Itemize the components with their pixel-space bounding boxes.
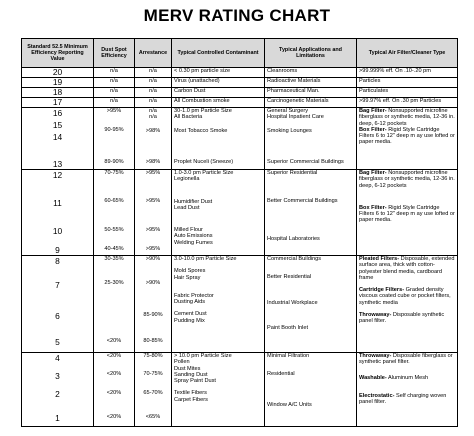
arrestance (135, 353, 172, 427)
dust-spot-value: 40-45% (104, 245, 124, 252)
filter-name: Throwaway- (359, 353, 392, 359)
dust-spot-value: >95% (106, 108, 122, 114)
merv-value-15: 15 (52, 120, 63, 130)
filter-box (359, 127, 455, 146)
merv-value-16: 16 (52, 108, 63, 118)
arrestance-value: n/a (149, 108, 157, 114)
merv-value: 17 (22, 98, 94, 108)
contaminant-item: 30-1.0 pm Particle Size (174, 108, 232, 114)
arrestance (135, 256, 172, 353)
dust-spot: n/a (94, 98, 135, 108)
contaminant (172, 256, 265, 353)
filter-cartridge (359, 287, 455, 306)
filter-type: Particles (357, 78, 458, 88)
filter-bag (359, 170, 455, 189)
merv-value-5: 5 (55, 337, 60, 347)
header-arrestance: Arrestance (135, 39, 172, 68)
table-row (22, 78, 458, 88)
application-item: Smoking Lounges (267, 127, 312, 134)
contaminant (172, 353, 265, 427)
table-row (22, 88, 458, 98)
contaminant-item: Pudding Mix (174, 317, 205, 324)
contaminant-item: > 10.0 pm Particle Size (174, 353, 232, 359)
header-row (22, 39, 458, 68)
contaminant-item: 1.0-3.0 pm Particle Size (174, 170, 234, 176)
contaminant-item: Proplet Nuceli (Sneeze) (174, 158, 234, 165)
filter-name: Pleated Filters- (359, 256, 400, 262)
application-item: Hospital Laboratories (267, 235, 320, 242)
filter-name: Box Filter- (359, 204, 387, 211)
dust-spot-value: 89-90% (104, 158, 124, 165)
arrestance-value: >95% (145, 226, 161, 233)
filter-desc: Disposable fiberglass or synthetic panel filter. (359, 353, 453, 366)
contaminant-item: Fabric Protector (174, 292, 214, 299)
merv-value-1: 1 (55, 413, 60, 423)
arrestance-value: 65-70% (143, 389, 163, 396)
table-row (22, 68, 458, 78)
dust-spot-value: <20% (106, 337, 122, 344)
header-dust-spot: Dust Spot Efficiency (94, 39, 135, 68)
filter-type: Particulates (357, 88, 458, 98)
header-merv: Standard 52.5 Minimum Efficiency Reporting Value (22, 39, 94, 68)
dust-spot-value: 60-65% (104, 198, 124, 205)
merv-value-13: 13 (52, 159, 63, 169)
contaminant-item: Welding Fumes (174, 239, 213, 246)
arrestance-value: 80-85% (143, 337, 163, 344)
application-item: Commercial Buildings (267, 256, 322, 262)
contaminant-item: Mold Spores (174, 268, 206, 275)
arrestance: n/a (135, 68, 172, 78)
filter-washable (359, 375, 455, 381)
merv-value-12: 12 (52, 170, 63, 180)
arrestance (135, 170, 172, 256)
contaminant: < 0.30 pm particle size (172, 68, 265, 78)
contaminant-item: 3.0-10.0 pm Particle Size (174, 256, 237, 262)
merv-value: 19 (22, 78, 94, 88)
filter-throwaway (359, 353, 455, 366)
arrestance-value: 85-90% (143, 311, 163, 318)
filter-desc: Rigid Style Cartridge Filters 6 to 12" deep m ay use lofted or paper media. (359, 204, 455, 224)
application-item: Superior Commercial Buildings (267, 158, 344, 165)
dust-spot-value: 90-95% (104, 127, 124, 134)
filter-bag (359, 108, 455, 127)
merv-table (21, 38, 458, 427)
merv-value (22, 256, 94, 353)
contaminant: All Combustion smoke (172, 98, 265, 108)
application (265, 108, 357, 170)
contaminant-item: Dust Mites (174, 365, 201, 372)
dust-spot: n/a (94, 68, 135, 78)
filter-name: Bag Filter- (359, 170, 387, 176)
contaminant-item: Milled Flour (174, 227, 203, 234)
application-item: Paint Booth Inlet (267, 324, 309, 331)
dust-spot: n/a (94, 78, 135, 88)
group-merv-1-4 (22, 353, 458, 427)
dust-spot-value: <20% (106, 371, 122, 378)
filter-name: Cartridge Filters- (359, 287, 405, 294)
filter-desc: Graded density viscous coated cube or pocket filters, synthetic media (359, 287, 451, 306)
chart-title: MERV RATING CHART (143, 6, 331, 25)
arrestance-value: >98% (145, 127, 161, 134)
merv-value-8: 8 (55, 256, 60, 266)
application-item: Minimal Filtration (267, 353, 310, 359)
contaminant-item: Cement Dust (174, 311, 207, 318)
group-merv-5-8 (22, 256, 458, 353)
application-item: Better Commercial Buildings (267, 198, 338, 205)
arrestance-value: 75-80% (143, 353, 163, 359)
filter-desc: Nonsupported microfine fiberglass or synthetic media, 12-36 in. deep, 6-12 pockets (359, 170, 455, 189)
contaminant: Virus (unattached) (172, 78, 265, 88)
application (265, 353, 357, 427)
merv-value-2: 2 (55, 389, 60, 399)
contaminant-item: Spray Paint Dust (174, 378, 216, 385)
dust-spot-value: 50-55% (104, 226, 124, 233)
application-item: Industrial Workplace (267, 299, 318, 306)
dust-spot-value: 25-30% (104, 280, 124, 287)
arrestance-value: >95% (145, 198, 161, 205)
merv-value-4: 4 (55, 353, 60, 363)
merv-value: 20 (22, 68, 94, 78)
filter-desc: Self charging woven panel filter. (359, 392, 447, 406)
contaminant-item: Hair Spray (174, 274, 201, 281)
dust-spot-value: <20% (106, 353, 122, 359)
arrestance: n/a (135, 88, 172, 98)
merv-value-14: 14 (52, 132, 63, 142)
contaminant (172, 108, 265, 170)
filter-type (357, 353, 458, 427)
filter-box (359, 205, 455, 224)
application-item: Hospital Inpatient Care (267, 114, 324, 121)
filter-desc: Disposable, extended surface area, thick with cotton-polyester blend media, cardboard frame (359, 256, 455, 281)
filter-pleated (359, 256, 455, 281)
application-item: General Surgery (267, 108, 309, 114)
filter-type: >99.999% eff. On .10-.20 pm (357, 68, 458, 78)
application-item: Window A/C Units (267, 401, 312, 408)
arrestance-value: >98% (145, 158, 161, 165)
application: Pharmaceutical Man. (265, 88, 357, 98)
contaminant-item: Pollen (174, 359, 190, 366)
filter-type (357, 256, 458, 353)
contaminant-item: Textile Fibers (174, 390, 207, 397)
group-merv-13-16 (22, 108, 458, 170)
dust-spot-value: 30-35% (104, 256, 124, 262)
arrestance-value: >95% (145, 170, 161, 176)
contaminant (172, 170, 265, 256)
contaminant-item: Carpet Fibers (174, 396, 208, 403)
application-item: Superior Residential (267, 170, 318, 176)
arrestance-value: 70-75% (143, 371, 163, 378)
arrestance-value: <65% (145, 413, 161, 420)
filter-desc: Disposable synthetic panel filter. (359, 312, 445, 325)
merv-value (22, 353, 94, 427)
filter-desc: Rigid Style Cartridge Filters 6 to 12" deep m ay use lofted or paper media. (359, 126, 455, 146)
merv-value (22, 170, 94, 256)
filter-type: >99.97% eff. On .30 pm Particles (357, 98, 458, 108)
merv-value-9: 9 (55, 245, 60, 255)
filter-desc: Nonsupported microfine fiberglass or synthetic media, 12-36 in. deep, 6-12 pockets (359, 108, 455, 127)
filter-name: Bag Filter- (359, 108, 387, 114)
arrestance-value: >95% (145, 245, 161, 252)
application-item: Better Residential (267, 274, 312, 281)
merv-value (22, 108, 94, 170)
contaminant-item: Auto Emissions (174, 233, 213, 240)
header-contaminant: Typical Controlled Contaminant (172, 39, 265, 68)
contaminant-item: Most Tobacco Smoke (174, 127, 228, 134)
group-merv-9-12 (22, 170, 458, 256)
contaminant-item: Sanding Dust (174, 371, 208, 378)
arrestance-value: >90% (145, 280, 161, 287)
application (265, 170, 357, 256)
contaminant: Carbon Dust (172, 88, 265, 98)
dust-spot-value: <20% (106, 389, 122, 396)
dust-spot (94, 108, 135, 170)
dust-spot (94, 256, 135, 353)
filter-type (357, 108, 458, 170)
dust-spot (94, 353, 135, 427)
application: Cleanrooms (265, 68, 357, 78)
application: Radioactive Materials (265, 78, 357, 88)
contaminant-item: Legionella (174, 176, 200, 183)
dust-spot-value: 70-75% (104, 170, 124, 176)
merv-value-11: 11 (53, 198, 62, 208)
filter-throwaway (359, 312, 455, 325)
dust-spot: n/a (94, 88, 135, 98)
dust-spot-value: <20% (106, 413, 122, 420)
merv-value-6: 6 (55, 311, 60, 321)
header-filter-type: Typical Air Filter/Cleaner Type (357, 39, 458, 68)
arrestance (135, 108, 172, 170)
arrestance-value: >90% (145, 256, 161, 262)
filter-name: Washable- (359, 374, 387, 381)
filter-name: Box Filter- (359, 126, 387, 133)
arrestance-value: n/a (149, 114, 157, 121)
merv-value-3: 3 (55, 371, 60, 381)
table-row (22, 98, 458, 108)
merv-value: 18 (22, 88, 94, 98)
filter-name: Electrostatic- (359, 392, 395, 399)
contaminant-item: Lead Dust (174, 204, 200, 211)
arrestance: n/a (135, 78, 172, 88)
arrestance: n/a (135, 98, 172, 108)
merv-value-7: 7 (55, 280, 60, 290)
filter-electrostatic (359, 393, 455, 406)
application: Carcinogenetic Materials (265, 98, 357, 108)
merv-value-10: 10 (52, 226, 63, 236)
dust-spot (94, 170, 135, 256)
filter-name: Throwaway- (359, 312, 392, 319)
filter-desc: Aluminum Mesh (386, 374, 429, 381)
contaminant-item: All Bacteria (174, 114, 203, 121)
header-applications: Typical Applications and Limitations (265, 39, 357, 68)
filter-type (357, 170, 458, 256)
application (265, 256, 357, 353)
contaminant-item: Dusting Aids (174, 299, 206, 306)
contaminant-item: Humidifier Dust (174, 198, 213, 205)
application-item: Residential (267, 371, 295, 378)
